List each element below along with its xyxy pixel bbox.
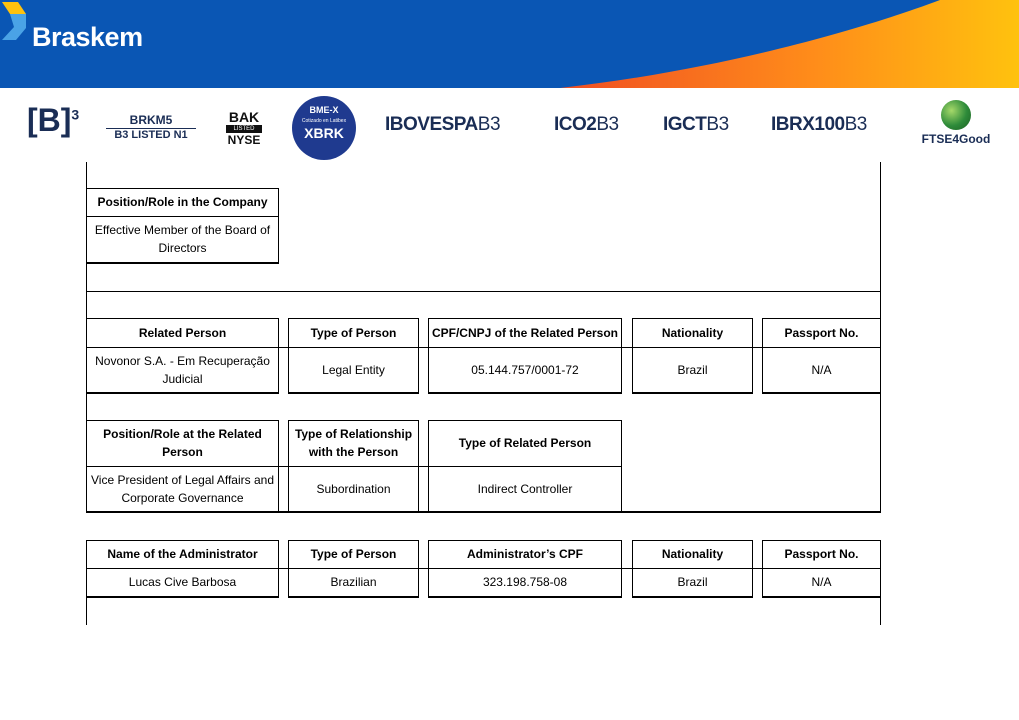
globe-icon xyxy=(941,100,971,130)
passport-value: N/A xyxy=(811,362,832,377)
position-at-related-value: Vice President of Legal Affairs and Corporate Governance xyxy=(90,472,274,505)
latibex-xbrk-logo: BME-X Cotizado en Latibex XBRK xyxy=(292,96,356,160)
frame-line xyxy=(880,162,881,292)
nationality-header: Nationality xyxy=(661,325,724,340)
cpf-cnpj-value: 05.144.757/0001-72 xyxy=(471,362,579,377)
type-of-person-header: Type of Person xyxy=(310,325,397,340)
admin-passport-header: Passport No. xyxy=(784,547,859,561)
position-value: Effective Member of the Board of Directors xyxy=(94,223,271,255)
related-person-type-header: Type of Related Person xyxy=(458,436,592,450)
admin-cpf-value: 323.198.758-08 xyxy=(482,575,568,589)
header-swoosh xyxy=(0,0,1019,88)
admin-name-header: Name of the Administrator xyxy=(107,547,258,561)
ibovespa-logo: IBOVESPAB3 xyxy=(385,114,501,135)
ibrx100-logo: IBRX100B3 xyxy=(771,114,867,135)
relationship-type-value: Subordination xyxy=(316,481,391,496)
admin-type-header: Type of Person xyxy=(310,547,397,561)
cpf-cnpj-header: CPF/CNPJ of the Related Person xyxy=(431,325,619,340)
passport-header: Passport No. xyxy=(784,325,859,340)
position-at-related-header: Position/Role at the Related Person xyxy=(103,427,262,459)
admin-cpf-header: Administrator’s CPF xyxy=(466,547,583,561)
related-person-value: Novonor S.A. - Em Recuperação Judicial xyxy=(95,353,270,386)
nyse-bak-logo: BAK LISTED NYSE xyxy=(227,109,261,147)
brkm5-logo: BRKM5 B3 LISTED N1 xyxy=(106,113,196,141)
admin-name-value: Lucas Cive Barbosa xyxy=(128,575,237,589)
admin-passport-value: N/A xyxy=(811,575,832,589)
admin-nationality-value: Brazil xyxy=(677,575,708,589)
b3-logo: $[B]^3$ xyxy=(27,102,80,138)
page-header xyxy=(0,0,1019,88)
brand-name: Braskem xyxy=(32,22,143,52)
admin-type-value: Brazilian xyxy=(330,575,377,589)
ico2-logo: ICO2B3 xyxy=(554,114,619,135)
igct-logo: IGCTB3 xyxy=(663,114,729,135)
frame-line xyxy=(86,291,881,292)
nationality-value: Brazil xyxy=(677,362,708,377)
braskem-logo-icon xyxy=(0,0,28,42)
admin-nationality-header: Nationality xyxy=(661,547,724,561)
type-of-person-value: Legal Entity xyxy=(322,362,385,377)
position-header: Position/Role in the Company xyxy=(97,195,268,209)
related-person-type-value: Indirect Controller xyxy=(477,481,573,496)
related-person-header: Related Person xyxy=(138,325,227,340)
ftse4good-logo: FTSE4Good xyxy=(916,100,996,146)
relationship-type-header: Type of Relationship with the Person xyxy=(294,427,413,459)
listing-logos xyxy=(0,88,1019,162)
